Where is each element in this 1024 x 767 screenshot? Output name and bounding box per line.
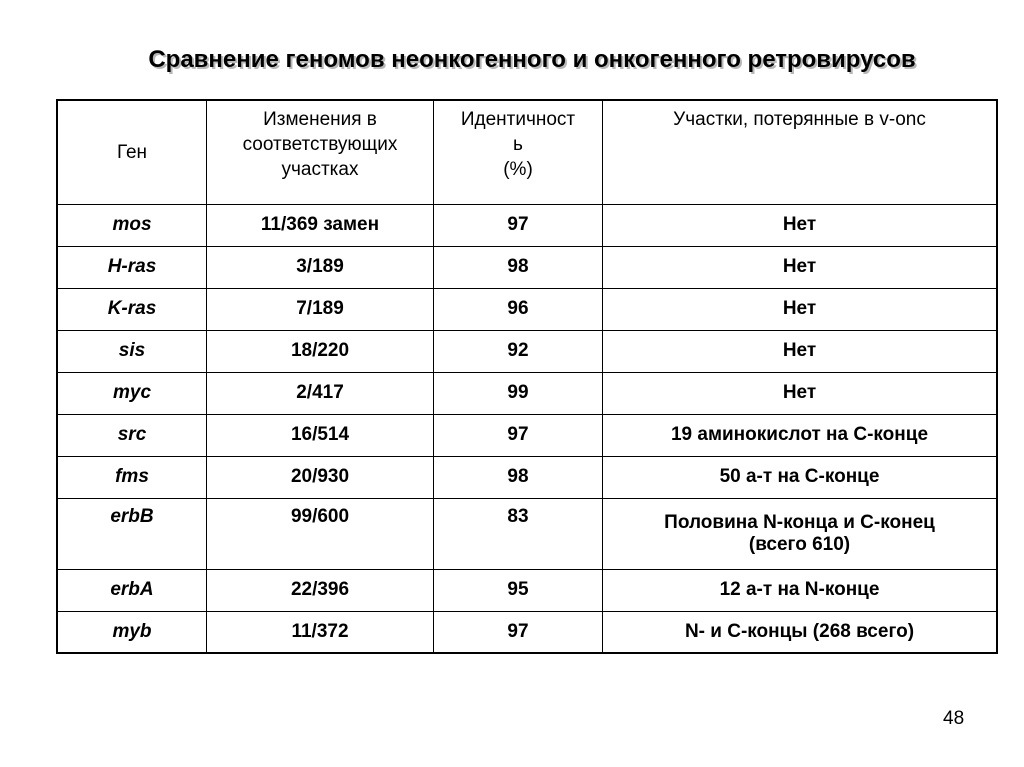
changes-cell: 3/189 (207, 246, 434, 288)
header-identity-line: (%) (503, 159, 533, 180)
changes-cell: 11/369 замен (207, 204, 434, 246)
changes-cell: 16/514 (207, 414, 434, 456)
lost-cell-line: Половина N-конца и С-конец (664, 511, 935, 533)
changes-cell: 22/396 (207, 569, 434, 611)
gene-cell: src (57, 414, 207, 456)
header-lost-regions: Участки, потерянные в v-onc (603, 100, 998, 204)
lost-cell: Нет (603, 288, 998, 330)
table-row (57, 456, 997, 498)
table-row (57, 204, 997, 246)
gene-cell: erbA (57, 569, 207, 611)
header-changes (207, 100, 434, 204)
table-row (57, 569, 997, 611)
lost-cell-line: (всего 610) (748, 533, 851, 555)
table-header-row (57, 100, 997, 204)
identity-cell: 92 (434, 330, 603, 372)
identity-cell: 97 (434, 204, 603, 246)
identity-cell: 98 (434, 246, 603, 288)
header-identity-line: ь (513, 134, 523, 155)
gene-cell: myb (57, 611, 207, 653)
header-changes-line: Изменения в (263, 109, 377, 130)
table-row (57, 414, 997, 456)
table-row (57, 611, 997, 653)
header-identity (434, 100, 603, 204)
gene-cell: H-ras (57, 246, 207, 288)
lost-cell (603, 498, 998, 569)
gene-cell: erbB (57, 498, 207, 569)
genome-comparison-table (56, 99, 998, 654)
changes-cell: 2/417 (207, 372, 434, 414)
changes-cell: 7/189 (207, 288, 434, 330)
changes-cell: 18/220 (207, 330, 434, 372)
header-identity-line: Идентичност (460, 109, 576, 130)
identity-cell: 97 (434, 414, 603, 456)
table-row (57, 372, 997, 414)
changes-cell: 20/930 (207, 456, 434, 498)
table-row (57, 330, 997, 372)
lost-cell: Нет (603, 246, 998, 288)
identity-cell: 97 (434, 611, 603, 653)
page-number: 48 (943, 708, 965, 729)
changes-cell: 99/600 (207, 498, 434, 569)
header-gene: Ген (57, 100, 207, 204)
header-changes-line: соответствующих (242, 134, 398, 155)
identity-cell: 96 (434, 288, 603, 330)
slide-title: Сравнение геномов неонкогенного и онкогенного ретровирусов (148, 46, 916, 73)
lost-cell: 19 аминокислот на С-конце (603, 414, 998, 456)
changes-cell: 11/372 (207, 611, 434, 653)
lost-cell: 50 а-т на С-конце (603, 456, 998, 498)
lost-cell: N- и С-концы (268 всего) (603, 611, 998, 653)
gene-cell: fms (57, 456, 207, 498)
header-changes-line: участках (281, 159, 359, 180)
lost-cell: Нет (603, 204, 998, 246)
gene-cell: K-ras (57, 288, 207, 330)
gene-cell: sis (57, 330, 207, 372)
lost-cell: Нет (603, 330, 998, 372)
lost-cell: Нет (603, 372, 998, 414)
table-row (57, 498, 997, 569)
identity-cell: 98 (434, 456, 603, 498)
table-row (57, 288, 997, 330)
gene-cell: mos (57, 204, 207, 246)
gene-cell: myc (57, 372, 207, 414)
identity-cell: 99 (434, 372, 603, 414)
identity-cell: 83 (434, 498, 603, 569)
identity-cell: 95 (434, 569, 603, 611)
lost-cell: 12 а-т на N-конце (603, 569, 998, 611)
table-row (57, 246, 997, 288)
